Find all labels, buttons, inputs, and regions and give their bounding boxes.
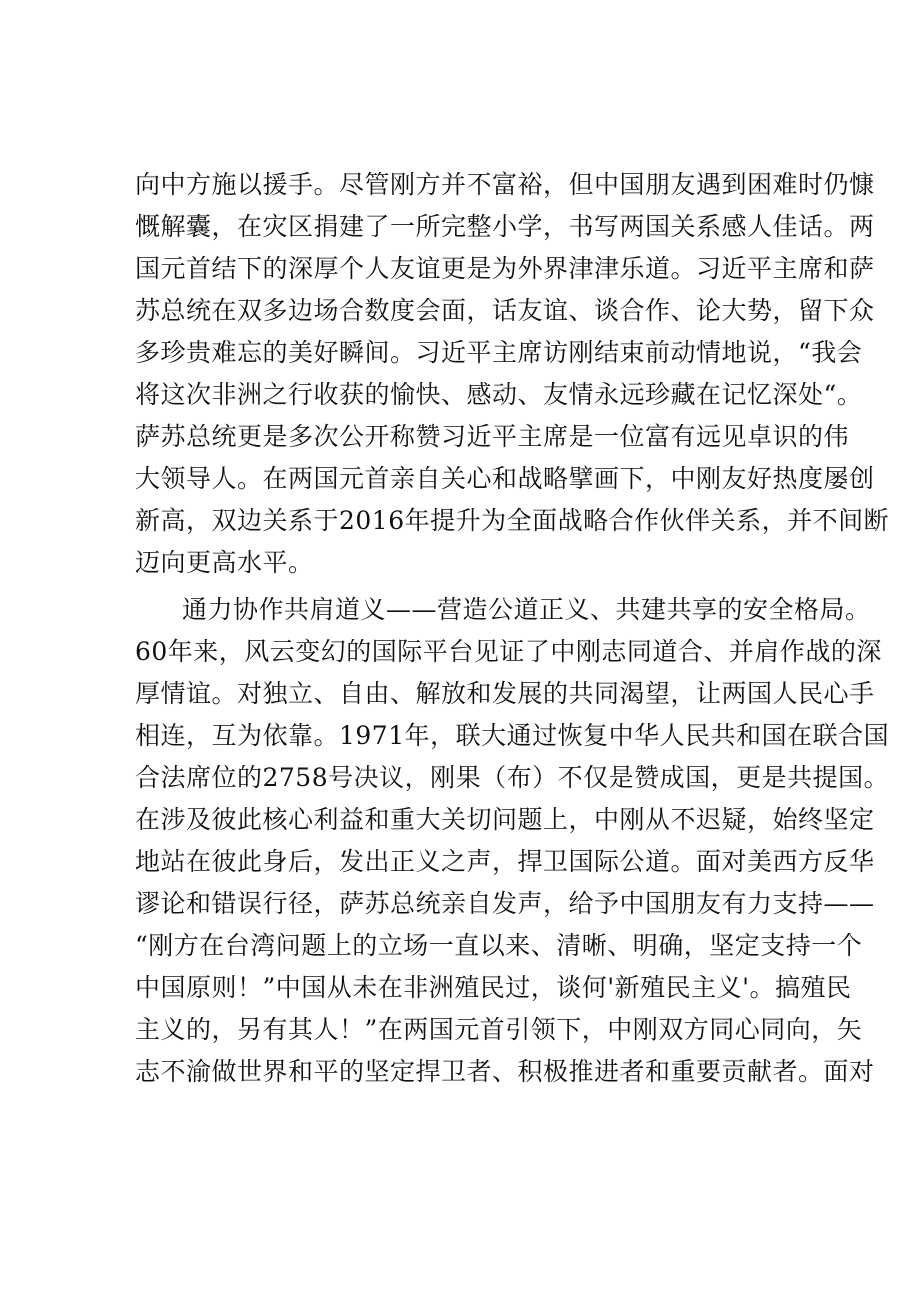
text-line: 萨苏总统更是多次公开称赞习近平主席是一位富有远见卓识的伟: [135, 422, 850, 451]
text-line: 中国原则！”中国从未在非洲殖民过，谈何'新殖民主义'。搞殖民: [135, 973, 852, 1002]
text-line: 向中方施以援手。尽管刚方并不富裕，但中国朋友遇到困难时仍慷: [135, 170, 875, 199]
text-line: 迈向更高水平。: [135, 548, 314, 577]
text-line: 志不渝做世界和平的坚定捍卫者、积极推进者和重要贡献者。面对: [135, 1057, 875, 1086]
text-line: 苏总统在双多边场合数度会面，话友谊、谈合作、论大势，留下众: [135, 296, 875, 325]
text-line: 新高，双边关系于2016年提升为全面战略合作伙伴关系，并不间断: [135, 506, 890, 535]
text-line: 通力协作共肩道义——营造公道正义、共建共享的安全格局。: [182, 595, 871, 624]
text-line: 相连，互为依靠。1971年，联大通过恢复中华人民共和国在联合国: [135, 721, 890, 750]
text-line: 60年来，风云变幻的国际平台见证了中刚志同道合、并肩作战的深: [135, 637, 882, 666]
text-line: 地站在彼此身后，发出正义之声，捍卫国际公道。面对美西方反华: [135, 847, 875, 876]
text-line: 主义的，另有其人！”在两国元首引领下，中刚双方同心同向，矢: [135, 1015, 863, 1044]
text-line: 国元首结下的深厚个人友谊更是为外界津津乐道。习近平主席和萨: [135, 254, 875, 283]
text-line: 合法席位的2758号决议，刚果（布）不仅是赞成国，更是共提国。: [135, 763, 890, 792]
text-line: 多珍贵难忘的美好瞬间。习近平主席访刚结束前动情地说，“我会: [135, 338, 863, 367]
text-line: 将这次非洲之行收获的愉快、感动、友情永远珍藏在记忆深处“。: [135, 380, 863, 409]
text-line: “刚方在台湾问题上的立场一直以来、清晰、明确，坚定支持一个: [135, 931, 863, 960]
text-line: 大领导人。在两国元首亲自关心和战略擘画下，中刚友好热度屡创: [135, 464, 875, 493]
text-line: 慨解囊，在灾区捐建了一所完整小学，书写两国关系感人佳话。两: [135, 212, 875, 241]
text-line: 谬论和错误行径，萨苏总统亲自发声，给予中国朋友有力支持——: [135, 889, 875, 918]
text-line: 厚情谊。对独立、自由、解放和发展的共同渴望，让两国人民心手: [135, 679, 875, 708]
text-line: 在涉及彼此核心利益和重大关切问题上，中刚从不迟疑，始终坚定: [135, 805, 875, 834]
